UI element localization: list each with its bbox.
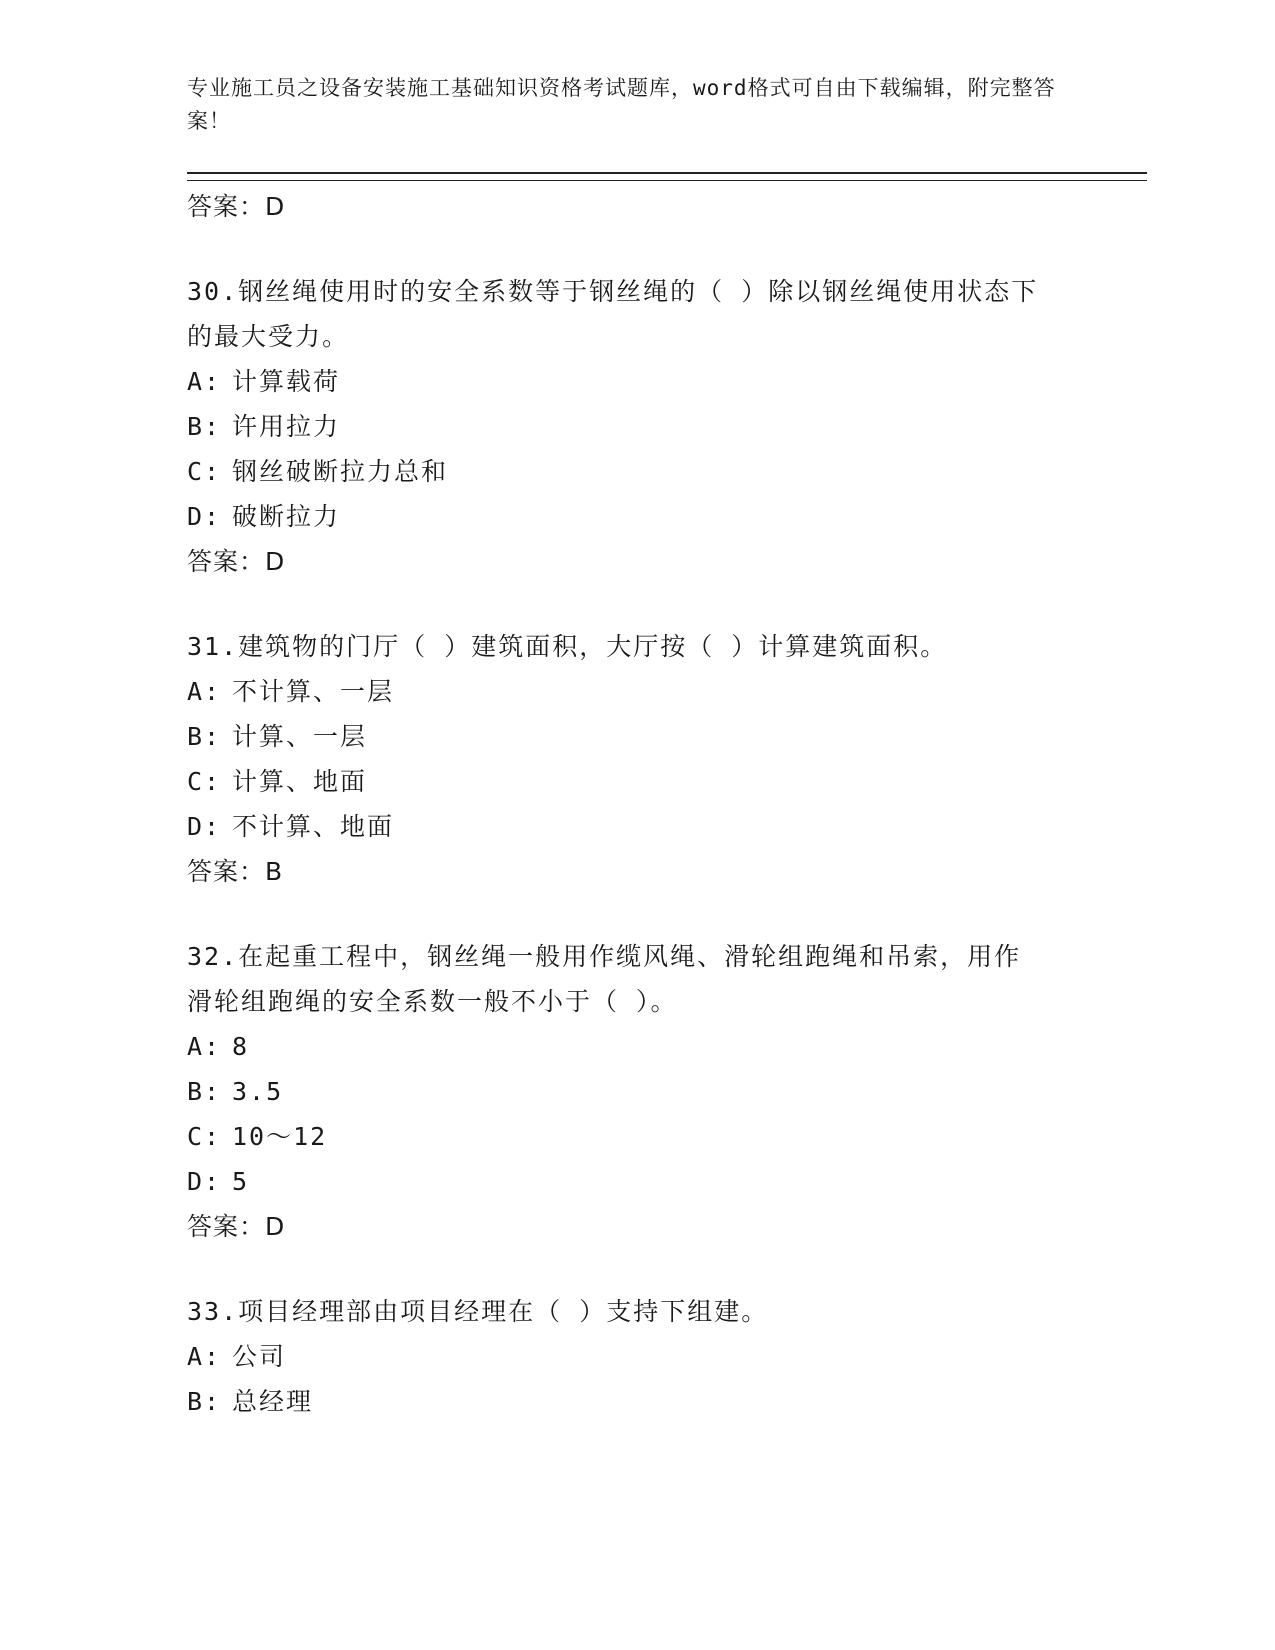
option-text: 计算载荷 xyxy=(232,367,341,396)
question-stem: 33.项目经理部由项目经理在（ ）支持下组建。 xyxy=(187,1297,769,1326)
option-b xyxy=(187,1069,1147,1114)
document-header: 专业施工员之设备安装施工基础知识资格考试题库，word格式可自由下载编辑，附完整答案！ xyxy=(187,76,1056,133)
header-divider xyxy=(187,172,1147,181)
option-text: 总经理 xyxy=(232,1387,314,1416)
option-text: 8 xyxy=(232,1032,250,1061)
option-text: 5 xyxy=(232,1167,250,1196)
option-letter: C: xyxy=(187,767,222,796)
option-text: 公司 xyxy=(232,1342,287,1371)
document-page xyxy=(187,0,1147,1424)
option-letter: D: xyxy=(187,812,222,841)
option-text: 计算、一层 xyxy=(232,722,368,751)
option-letter: C: xyxy=(187,1122,222,1151)
option-letter: D: xyxy=(187,502,222,531)
option-c xyxy=(187,759,1147,804)
option-c xyxy=(187,449,1147,494)
question-31 xyxy=(187,624,1147,894)
option-letter: D: xyxy=(187,1167,222,1196)
option-letter: A: xyxy=(187,1032,222,1061)
option-letter: A: xyxy=(187,367,222,396)
question-stem: 32.在起重工程中，钢丝绳一般用作缆风绳、滑轮组跑绳和吊索，用作滑轮组跑绳的安全系数一般不小于（ ）。 xyxy=(187,942,1022,1016)
question-stem: 31.建筑物的门厅（ ）建筑面积，大厅按（ ）计算建筑面积。 xyxy=(187,632,948,661)
option-a xyxy=(187,669,1147,714)
option-a xyxy=(187,1024,1147,1069)
option-a xyxy=(187,1334,1147,1379)
option-letter: A: xyxy=(187,1342,222,1371)
option-text: 许用拉力 xyxy=(232,412,341,441)
question-30 xyxy=(187,269,1147,584)
option-letter: B: xyxy=(187,412,222,441)
question-33 xyxy=(187,1289,1147,1424)
option-text: 10～12 xyxy=(232,1122,328,1151)
option-text: 不计算、地面 xyxy=(232,812,395,841)
option-letter: B: xyxy=(187,722,222,751)
answer-line: 答案：D xyxy=(187,547,286,576)
option-text: 计算、地面 xyxy=(232,767,368,796)
option-d xyxy=(187,804,1147,849)
question-stem: 30.钢丝绳使用时的安全系数等于钢丝绳的（ ）除以钢丝绳使用状态下的最大受力。 xyxy=(187,277,1039,351)
option-text: 3.5 xyxy=(232,1077,284,1106)
option-letter: B: xyxy=(187,1077,222,1106)
question-32 xyxy=(187,934,1147,1249)
option-letter: C: xyxy=(187,457,222,486)
option-d xyxy=(187,1159,1147,1204)
option-b xyxy=(187,1379,1147,1424)
option-c xyxy=(187,1114,1147,1159)
option-text: 破断拉力 xyxy=(232,502,341,531)
option-b xyxy=(187,714,1147,759)
option-d xyxy=(187,494,1147,539)
option-letter: A: xyxy=(187,677,222,706)
answer-line: 答案：D xyxy=(187,1212,286,1241)
option-text: 钢丝破断拉力总和 xyxy=(232,457,449,486)
option-text: 不计算、一层 xyxy=(232,677,395,706)
answer-line: 答案：B xyxy=(187,857,284,886)
previous-answer: 答案：D xyxy=(187,192,286,221)
option-a xyxy=(187,359,1147,404)
option-letter: B: xyxy=(187,1387,222,1416)
option-b xyxy=(187,404,1147,449)
